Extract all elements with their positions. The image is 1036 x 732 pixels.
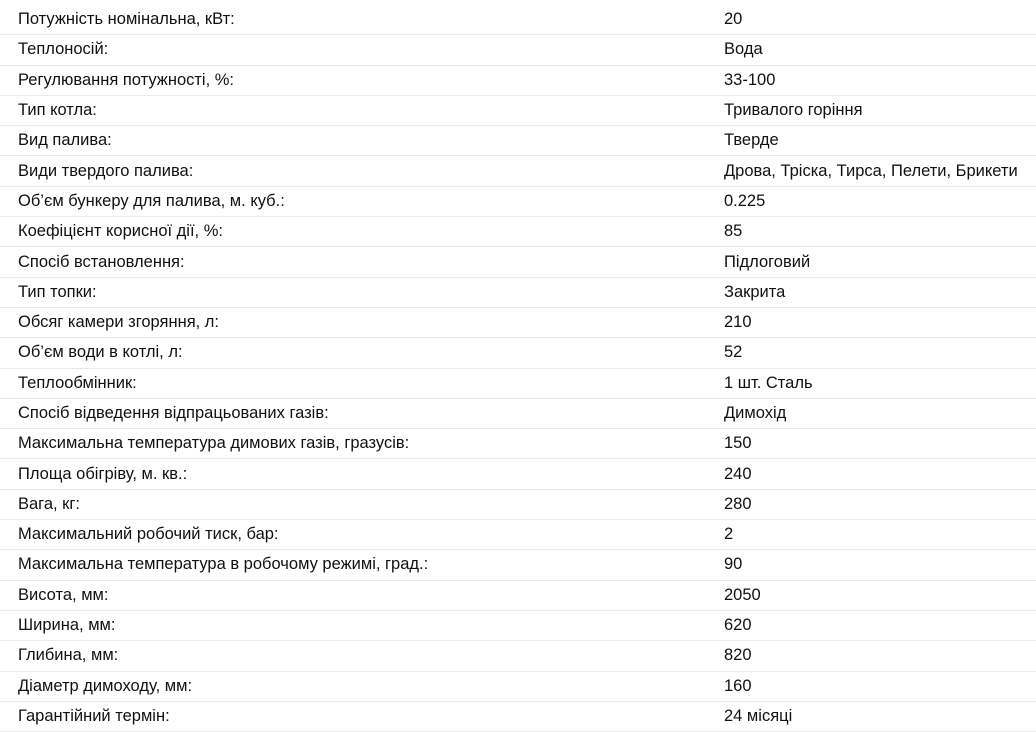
spec-value: 2	[724, 520, 1036, 550]
spec-label: Потужність номінальна, кВт:	[0, 5, 724, 35]
spec-label: Тип котла:	[0, 95, 724, 125]
spec-row	[0, 277, 1036, 307]
spec-row	[0, 429, 1036, 459]
specifications-body	[0, 5, 1036, 732]
spec-row	[0, 156, 1036, 186]
spec-value: 1 шт. Сталь	[724, 368, 1036, 398]
spec-row	[0, 520, 1036, 550]
spec-row	[0, 247, 1036, 277]
spec-value: Тривалого горіння	[724, 95, 1036, 125]
spec-row	[0, 338, 1036, 368]
spec-label: Глибина, мм:	[0, 641, 724, 671]
spec-row	[0, 35, 1036, 65]
spec-label: Максимальна температура в робочому режимі, град.:	[0, 550, 724, 580]
spec-value: 2050	[724, 580, 1036, 610]
spec-label: Площа обігріву, м. кв.:	[0, 459, 724, 489]
spec-row	[0, 126, 1036, 156]
spec-label: Регулювання потужності, %:	[0, 65, 724, 95]
spec-label: Максимальний робочий тиск, бар:	[0, 520, 724, 550]
spec-value: 210	[724, 307, 1036, 337]
spec-value: 620	[724, 610, 1036, 640]
spec-row	[0, 95, 1036, 125]
spec-value: 33-100	[724, 65, 1036, 95]
spec-value: Тверде	[724, 126, 1036, 156]
spec-label: Вага, кг:	[0, 489, 724, 519]
spec-value: 820	[724, 641, 1036, 671]
spec-value: Дрова, Тріска, Тирса, Пелети, Брикети	[724, 156, 1036, 186]
spec-value: Димохід	[724, 398, 1036, 428]
spec-label: Види твердого палива:	[0, 156, 724, 186]
spec-row	[0, 307, 1036, 337]
spec-row	[0, 217, 1036, 247]
spec-label: Теплообмінник:	[0, 368, 724, 398]
spec-row	[0, 641, 1036, 671]
spec-label: Об’єм бункеру для палива, м. куб.:	[0, 186, 724, 216]
spec-value: Закрита	[724, 277, 1036, 307]
spec-value: 20	[724, 5, 1036, 35]
specifications-table	[0, 5, 1036, 732]
spec-value: 85	[724, 217, 1036, 247]
spec-row	[0, 5, 1036, 35]
spec-label: Спосіб відведення відпрацьованих газів:	[0, 398, 724, 428]
spec-row	[0, 580, 1036, 610]
spec-row	[0, 701, 1036, 731]
spec-row	[0, 489, 1036, 519]
spec-value: 52	[724, 338, 1036, 368]
spec-label: Вид палива:	[0, 126, 724, 156]
spec-value: 0.225	[724, 186, 1036, 216]
spec-value: 90	[724, 550, 1036, 580]
spec-label: Ширина, мм:	[0, 610, 724, 640]
spec-row	[0, 186, 1036, 216]
spec-label: Висота, мм:	[0, 580, 724, 610]
spec-label: Тип топки:	[0, 277, 724, 307]
spec-row	[0, 610, 1036, 640]
spec-label: Спосіб встановлення:	[0, 247, 724, 277]
spec-row	[0, 398, 1036, 428]
spec-row	[0, 65, 1036, 95]
spec-label: Гарантійний термін:	[0, 701, 724, 731]
spec-value: 24 місяці	[724, 701, 1036, 731]
spec-label: Коефіцієнт корисної дії, %:	[0, 217, 724, 247]
spec-value: 160	[724, 671, 1036, 701]
spec-label: Теплоносій:	[0, 35, 724, 65]
spec-value: Підлоговий	[724, 247, 1036, 277]
spec-label: Об’єм води в котлі, л:	[0, 338, 724, 368]
spec-value: Вода	[724, 35, 1036, 65]
spec-row	[0, 368, 1036, 398]
spec-value: 280	[724, 489, 1036, 519]
spec-value: 240	[724, 459, 1036, 489]
spec-row	[0, 550, 1036, 580]
spec-row	[0, 671, 1036, 701]
spec-value: 150	[724, 429, 1036, 459]
spec-row	[0, 459, 1036, 489]
spec-label: Максимальна температура димових газів, гразусів:	[0, 429, 724, 459]
spec-label: Обсяг камери згоряння, л:	[0, 307, 724, 337]
spec-label: Діаметр димоходу, мм:	[0, 671, 724, 701]
